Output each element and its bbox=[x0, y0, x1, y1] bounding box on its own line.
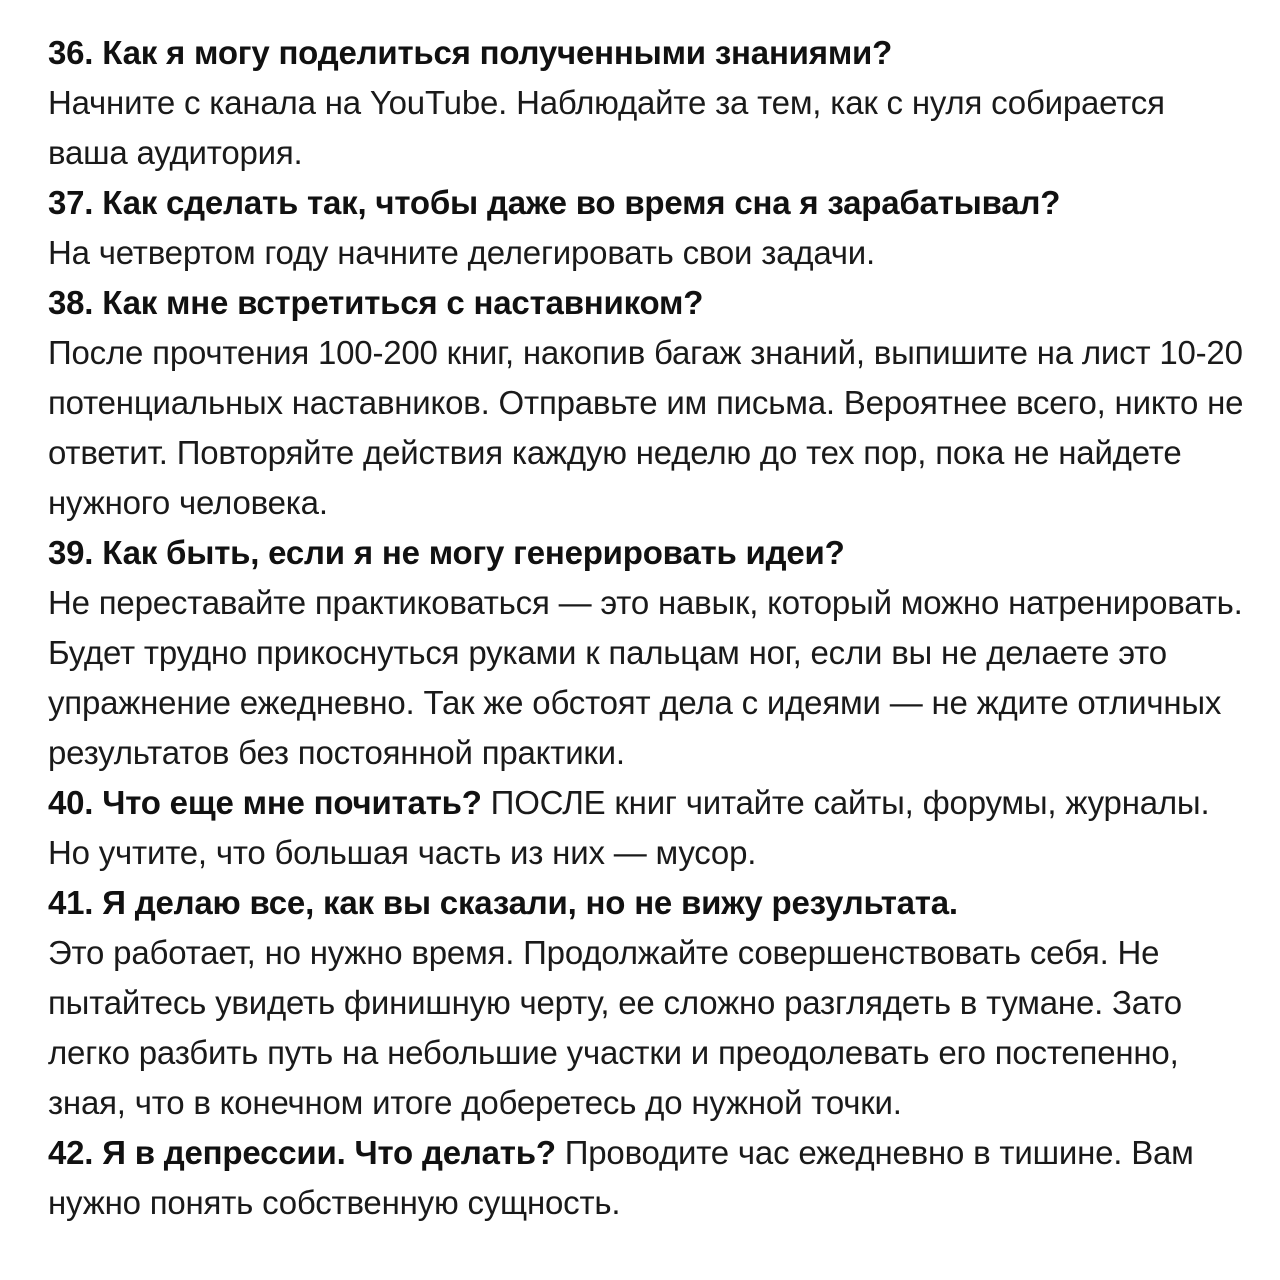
question-36: 36. Как я могу поделиться полученными знаниями? bbox=[48, 34, 893, 71]
answer-37: На четвертом году начните делегировать свои задачи. bbox=[48, 234, 875, 271]
question-38: 38. Как мне встретиться с наставником? bbox=[48, 284, 704, 321]
question-39: 39. Как быть, если я не могу генерировать идеи? bbox=[48, 534, 845, 571]
answer-42: Проводите час ежедневно в тишине. Вам нужно понять собственную сущность. bbox=[48, 1134, 1194, 1221]
answer-41: Это работает, но нужно время. Продолжайте совершенствовать себя. Не пытайтесь увидеть финишную черту, ее сложно разглядеть в тумане. Зато легко разбить путь на небольшие участки и преодолевать его постепенно, зная, что в конечном итоге доберетесь до нужной точки. bbox=[48, 934, 1182, 1121]
faq-item-38 bbox=[48, 278, 1250, 528]
faq-item-39 bbox=[48, 528, 1250, 778]
answer-36: Начните с канала на YouTube. Наблюдайте за тем, как с нуля собирается ваша аудитория. bbox=[48, 84, 1165, 171]
faq-item-41 bbox=[48, 878, 1250, 1128]
question-37: 37. Как сделать так, чтобы даже во время сна я зарабатывал? bbox=[48, 184, 1061, 221]
answer-38: После прочтения 100-200 книг, накопив багаж знаний, выпишите на лист 10-20 потенциальных наставников. Отправьте им письма. Вероятнее всего, никто не ответит. Повторяйте действия каждую неделю до тех пор, пока не найдете нужного человека. bbox=[48, 334, 1244, 521]
faq-item-42 bbox=[48, 1128, 1250, 1228]
faq-item-37 bbox=[48, 178, 1250, 278]
faq-item-40 bbox=[48, 778, 1250, 878]
answer-39: Не переставайте практиковаться — это навык, который можно натренировать. Будет трудно прикоснуться руками к пальцам ног, если вы не делаете это упражнение ежедневно. Так же обстоят дела с идеями — не ждите отличных результатов без постоянной практики. bbox=[48, 584, 1243, 771]
answer-40: ПОСЛЕ книг читайте сайты, форумы, журналы. Но учтите, что большая часть из них — мусор. bbox=[48, 784, 1210, 871]
question-41: 41. Я делаю все, как вы сказали, но не вижу результата. bbox=[48, 884, 958, 921]
question-42: 42. Я в депрессии. Что делать? bbox=[48, 1134, 565, 1171]
faq-item-36 bbox=[48, 28, 1250, 178]
question-40: 40. Что еще мне почитать? bbox=[48, 784, 491, 821]
